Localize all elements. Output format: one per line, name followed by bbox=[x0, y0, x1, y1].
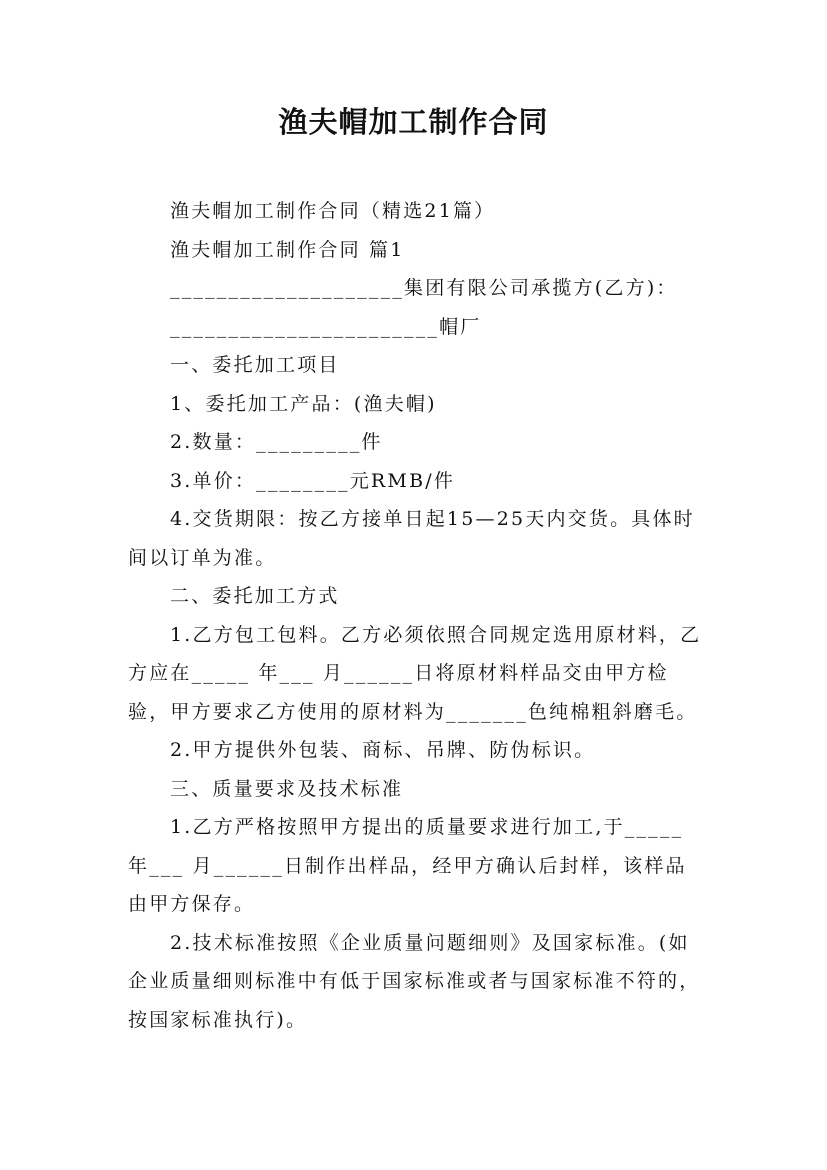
document-title: 渔夫帽加工制作合同 bbox=[278, 105, 549, 139]
paragraph-materials: 1.乙方包工包料。乙方必须依照合同规定选用原材料，乙方应在_____ 年___ 月______日将原材料样品交由甲方检验，甲方要求乙方使用的原材料为_______色纯棉粗斜磨毛。 bbox=[128, 623, 702, 723]
paragraph-sample: 1.乙方严格按照甲方提出的质量要求进行加工,于_____年___ 月______日制作出样品，经甲方确认后封样，该样品由甲方保存。 bbox=[128, 816, 687, 915]
paragraph-quantity: 2.数量：_________件 bbox=[170, 431, 383, 453]
paragraph-standards: 2.技术标准按照《企业质量问题细则》及国家标准。(如企业质量细则标准中有低于国家标准或者与国家标准不符的，按国家标准执行)。 bbox=[128, 931, 701, 1031]
paragraph-subtitle: 渔夫帽加工制作合同（精选21篇） bbox=[170, 200, 496, 222]
document-body bbox=[128, 192, 704, 1039]
paragraph-heading-1: 一、委托加工项目 bbox=[170, 354, 340, 376]
paragraph-party-b: _______________________帽厂 bbox=[170, 315, 482, 338]
paragraph-product: 1、委托加工产品：(渔夫帽) bbox=[170, 392, 437, 415]
paragraph-heading-3: 三、质量要求及技术标准 bbox=[170, 777, 404, 800]
paragraph-delivery: 4.交货期限：按乙方接单日起15—25天内交货。具体时间以订单为准。 bbox=[128, 508, 695, 569]
paragraph-unit-price: 3.单价：________元RMB/件 bbox=[170, 469, 456, 492]
paragraph-packaging: 2.甲方提供外包装、商标、吊牌、防伪标识。 bbox=[170, 739, 596, 761]
paragraph-heading-2: 二、委托加工方式 bbox=[170, 585, 340, 607]
paragraph-section-heading: 渔夫帽加工制作合同 篇1 bbox=[170, 238, 405, 261]
paragraph-party-a: ____________________集团有限公司承揽方(乙方)： bbox=[170, 277, 678, 299]
